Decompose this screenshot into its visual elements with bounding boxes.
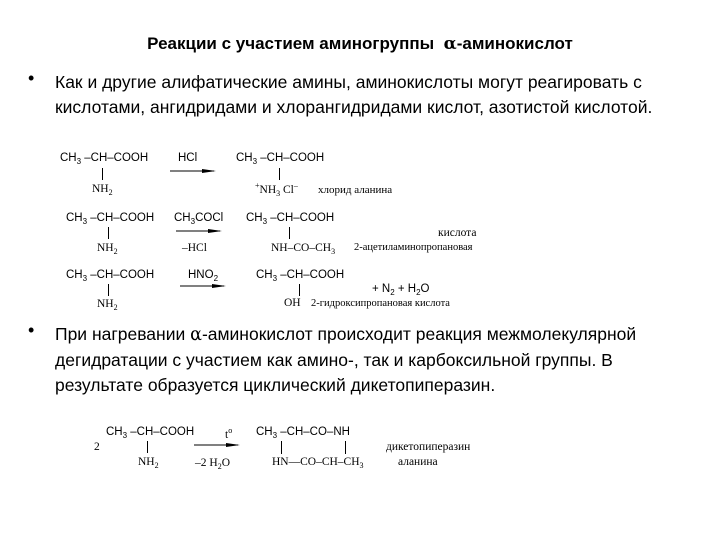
r2-product-group: $NH-CO-CH_3$ (271, 242, 336, 256)
r2-reactant-chain: $CH_3$ –CH–COOH (66, 212, 155, 226)
paragraph-2: При нагревании α-аминокислот происходит реакция межмолекулярной дегидратации с участием как амино-, так и карбоксильной группы. В результате образуется циклический дикетопиперазин. (55, 324, 637, 395)
r3-reagent: $HNO_2$ (188, 269, 219, 283)
r4-product-top: $CH_3$ –CH–CO–NH (256, 426, 350, 440)
r4-coefficient: 2 (94, 441, 100, 453)
r3-reactant-amine: $NH_2$ (97, 298, 118, 312)
r1-product-chain: $CH_3$ –CH–COOH (236, 152, 325, 166)
r4-reactant-amine: $NH_2$ (138, 456, 159, 470)
r4-ring-bond-left (281, 441, 282, 454)
title-suffix: -аминокислот (456, 34, 573, 53)
r3-product-group: OH (284, 297, 301, 309)
bullet-1-marker: • (28, 68, 35, 88)
r3-product-chain: $CH_3$ –CH–COOH (256, 269, 345, 283)
r2-name-line2: 2-ацетиламинопропановая (354, 242, 473, 253)
r4-condition: $t^o$ (225, 426, 233, 441)
r1-reactant-amine: $NH_2$ (92, 183, 113, 197)
r4-byproduct: –2 $H_2O$ (195, 457, 230, 471)
r1-product-name: хлорид аланина (318, 184, 393, 196)
slide-title (0, 34, 720, 54)
r1-product-bond (279, 168, 280, 180)
title-alpha: α (443, 34, 457, 54)
r4-name-line2: аланина (398, 456, 438, 468)
r3-product-bond (299, 284, 300, 296)
paragraph-1: Как и другие алифатические амины, аминокислоты могут реагировать с кислотами, ангидридами и хлорангидридами кислот, азотистой кислотой. (55, 72, 653, 117)
r4-name-line1: дикетопиперазин (386, 441, 471, 453)
r4-ring-bond-right (345, 441, 346, 454)
r1-arrow (170, 160, 220, 182)
r4-reactant-chain: $CH_3$ –CH–COOH (106, 426, 195, 440)
r1-product-group: $^+NH_3$ Cl– (255, 181, 298, 198)
r3-reactant-chain: $CH_3$ –CH–COOH (66, 269, 155, 283)
r4-reactant-bond (147, 441, 148, 453)
r2-product-chain: $CH_3$ –CH–COOH (246, 212, 335, 226)
r2-reactant-amine: $NH_2$ (97, 242, 118, 256)
r2-byproduct: –HCl (182, 242, 207, 254)
r2-arrow (176, 220, 226, 242)
r2-name-line1: кислота (438, 227, 477, 239)
r1-reactant-chain: $CH_3$ –CH–COOH (60, 152, 149, 166)
r2-reagent: $CH_3COCl$ (174, 212, 224, 226)
r1-reagent: HCl (178, 152, 198, 164)
r3-product-name: 2-гидроксипропановая кислота (311, 298, 450, 309)
r3-side-products: + $N_2 + H_2O$ (372, 283, 430, 297)
r2-reactant-bond (108, 227, 109, 239)
r2-product-bond (289, 227, 290, 239)
bullet-2-marker: • (28, 320, 35, 340)
r1-reactant-bond (102, 168, 103, 180)
r4-product-bottom: $HN—CO-CH-CH_3$ (272, 456, 364, 470)
r3-arrow (180, 275, 230, 297)
r4-arrow (194, 434, 244, 456)
r3-reactant-bond (108, 284, 109, 296)
title-prefix: Реакции с участием аминогруппы (147, 34, 435, 53)
